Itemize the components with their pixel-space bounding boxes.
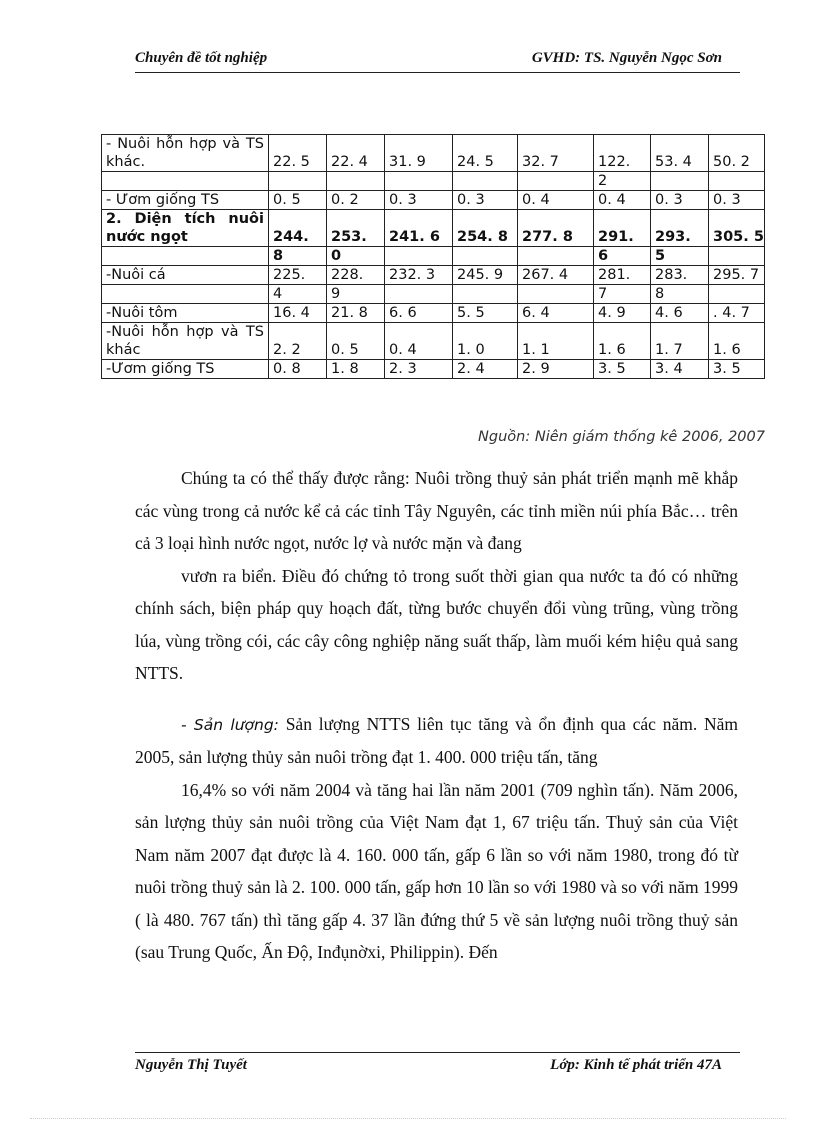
table-cell: 1. 6 [709,323,765,360]
table-cell: 0. 4 [594,191,651,210]
table-cell: 0. 3 [709,191,765,210]
table-cell [518,247,594,266]
table-cell: 5 [651,247,709,266]
table-row [102,360,765,379]
table-cell: 2. 4 [453,360,518,379]
table-cell [453,172,518,191]
table-cell: 228. [327,266,385,285]
table-cell [709,172,765,191]
table-cell: 3. 5 [594,360,651,379]
table-cell: 293. [651,210,709,247]
row-label [102,247,269,266]
table-cell [518,285,594,304]
production-heading: - Sản lượng: [181,715,279,734]
table-cell: 0. 3 [385,191,453,210]
table-cell: 7 [594,285,651,304]
table-row [102,304,765,323]
row-label: -Ươm giống TS [102,360,269,379]
table-cell: 16. 4 [269,304,327,323]
table-cell: 0 [327,247,385,266]
row-label: - Ươm giống TS [102,191,269,210]
table-cell [385,285,453,304]
table-cell: 1. 6 [594,323,651,360]
table-cell: 0. 5 [327,323,385,360]
table-cell: . 4. 7 [709,304,765,323]
table-cell: 1. 1 [518,323,594,360]
row-label: -Nuôi tôm [102,304,269,323]
table-cell: 122. [594,135,651,172]
table-cell: 291. [594,210,651,247]
table-cell: 0. 5 [269,191,327,210]
table-cell: 295. 7 [709,266,765,285]
page-header [135,50,740,73]
table-cell: 53. 4 [651,135,709,172]
table-cell [385,247,453,266]
table-cell [709,247,765,266]
table-cell: 1. 8 [327,360,385,379]
header-advisor: GVHD: TS. Nguyễn Ngọc Sơn [531,50,722,66]
table-row [102,135,765,172]
page-footer [135,1052,740,1077]
row-label: -Nuôi hỗn hợp và TS khác [102,323,269,360]
table-cell: 4. 9 [594,304,651,323]
table-cell: 2. 9 [518,360,594,379]
paragraph-3: - Sản lượng: Sản lượng NTTS liên tục tăng và ổn định qua các năm. Năm 2005, sản lượng thủy sản nuôi trồng đạt 1. 400. 000 triệu tấn, tăng [135,713,739,767]
table-cell: 3. 4 [651,360,709,379]
table-cell: 8 [651,285,709,304]
table-cell: 2. 3 [385,360,453,379]
table-cell: 24. 5 [453,135,518,172]
table-cell: 254. 8 [453,210,518,247]
table-cell: 0. 3 [453,191,518,210]
table-cell: 244. [269,210,327,247]
table-cell: 277. 8 [518,210,594,247]
statistics-table [101,134,765,379]
table-cell: 267. 4 [518,266,594,285]
table-row [102,285,765,304]
table-cell: 283. [651,266,709,285]
table-cell: 5. 5 [453,304,518,323]
body-text [135,462,738,969]
row-label [102,285,269,304]
table-cell: 1. 7 [651,323,709,360]
paragraph-4: 16,4% so với năm 2004 và tăng hai lần năm 2001 (709 nghìn tấn). Năm 2006, sản lượng thủy sản nuôi trồng của Việt Nam đạt 1, 67 triệu tấn. Thuỷ sản của Việt Nam năm 2007 đạt được là 4. 160. 000 tấn, gấp 6 lần so với năm 1980, trong đó từ nuôi trồng thuỷ sản là 2. 100. 000 tấn, gấp hơn 10 lần so với 1980 và so với năm 1999 ( là 480. 767 tấn) thì tăng gấp 4. 37 lần đứng thứ 5 về sản lượng nuôi trồng thuỷ sản (sau Trung Quốc, Ấn Độ, Inđụnờxi, Philippin). Đến [135,779,738,962]
table-cell: 245. 9 [453,266,518,285]
table-cell: 31. 9 [385,135,453,172]
table-cell [453,247,518,266]
table-cell [651,172,709,191]
table-cell: 9 [327,285,385,304]
table-row [102,172,765,191]
table-cell: 50. 2 [709,135,765,172]
footer-author: Nguyễn Thị Tuyết [135,1057,247,1073]
table-row [102,210,765,247]
table-cell [709,285,765,304]
paragraph-2: vươn ra biển. Điều đó chứng tỏ trong suốt thời gian qua nước ta đó có những chính sách, biện pháp quy hoạch đất, từng bước chuyển đổi vùng trũng, vùng trồng lúa, vùng trồng cói, các cây công nghiệp năng suất thấp, làm muối kém hiệu quả sang NTTS. [135,565,738,683]
table-cell: 4 [269,285,327,304]
table-cell: 241. 6 [385,210,453,247]
table-cell: 6 [594,247,651,266]
table-cell: 22. 5 [269,135,327,172]
table-cell: 0. 4 [385,323,453,360]
table-cell: 305. 5 [709,210,765,247]
table-cell [327,172,385,191]
table-cell: 8 [269,247,327,266]
table-cell [385,172,453,191]
table-cell: 32. 7 [518,135,594,172]
table-cell: 281. [594,266,651,285]
table-cell: 1. 0 [453,323,518,360]
table-cell [453,285,518,304]
table-cell: 225. [269,266,327,285]
table-cell: 4. 6 [651,304,709,323]
row-label: -Nuôi cá [102,266,269,285]
table-cell: 3. 5 [709,360,765,379]
row-label [102,172,269,191]
header-title: Chuyên đề tốt nghiệp [135,50,268,66]
table-row [102,247,765,266]
table-cell: 22. 4 [327,135,385,172]
table-cell: 2. 2 [269,323,327,360]
table-row [102,266,765,285]
table-cell [269,172,327,191]
table-row [102,323,765,360]
table-row [102,191,765,210]
table-cell: 0. 8 [269,360,327,379]
footer-class: Lớp: Kinh tế phát triển 47A [550,1057,722,1073]
table-cell [518,172,594,191]
row-label: - Nuôi hỗn hợp và TS khác. [102,135,269,172]
table-cell: 2 [594,172,651,191]
table-cell: 0. 4 [518,191,594,210]
table-cell: 21. 8 [327,304,385,323]
table-cell: 253. [327,210,385,247]
table-cell: 6. 4 [518,304,594,323]
table-source: Nguồn: Niên giám thống kê 2006, 2007 [478,429,765,445]
table-cell: 0. 3 [651,191,709,210]
row-label: 2. Diện tích nuôi nước ngọt [102,210,269,247]
table-cell: 0. 2 [327,191,385,210]
table-cell: 232. 3 [385,266,453,285]
page-edge-divider [30,1118,786,1119]
paragraph-1: Chúng ta có thể thấy được rằng: Nuôi trồng thuỷ sản phát triển mạnh mẽ khắp các vùng trong cả nước kể cả các tỉnh Tây Nguyên, các tỉnh miền núi phía Bắc… trên cả 3 loại hình nước ngọt, nước lợ và nước mặn và đang [135,468,738,553]
table-cell: 6. 6 [385,304,453,323]
